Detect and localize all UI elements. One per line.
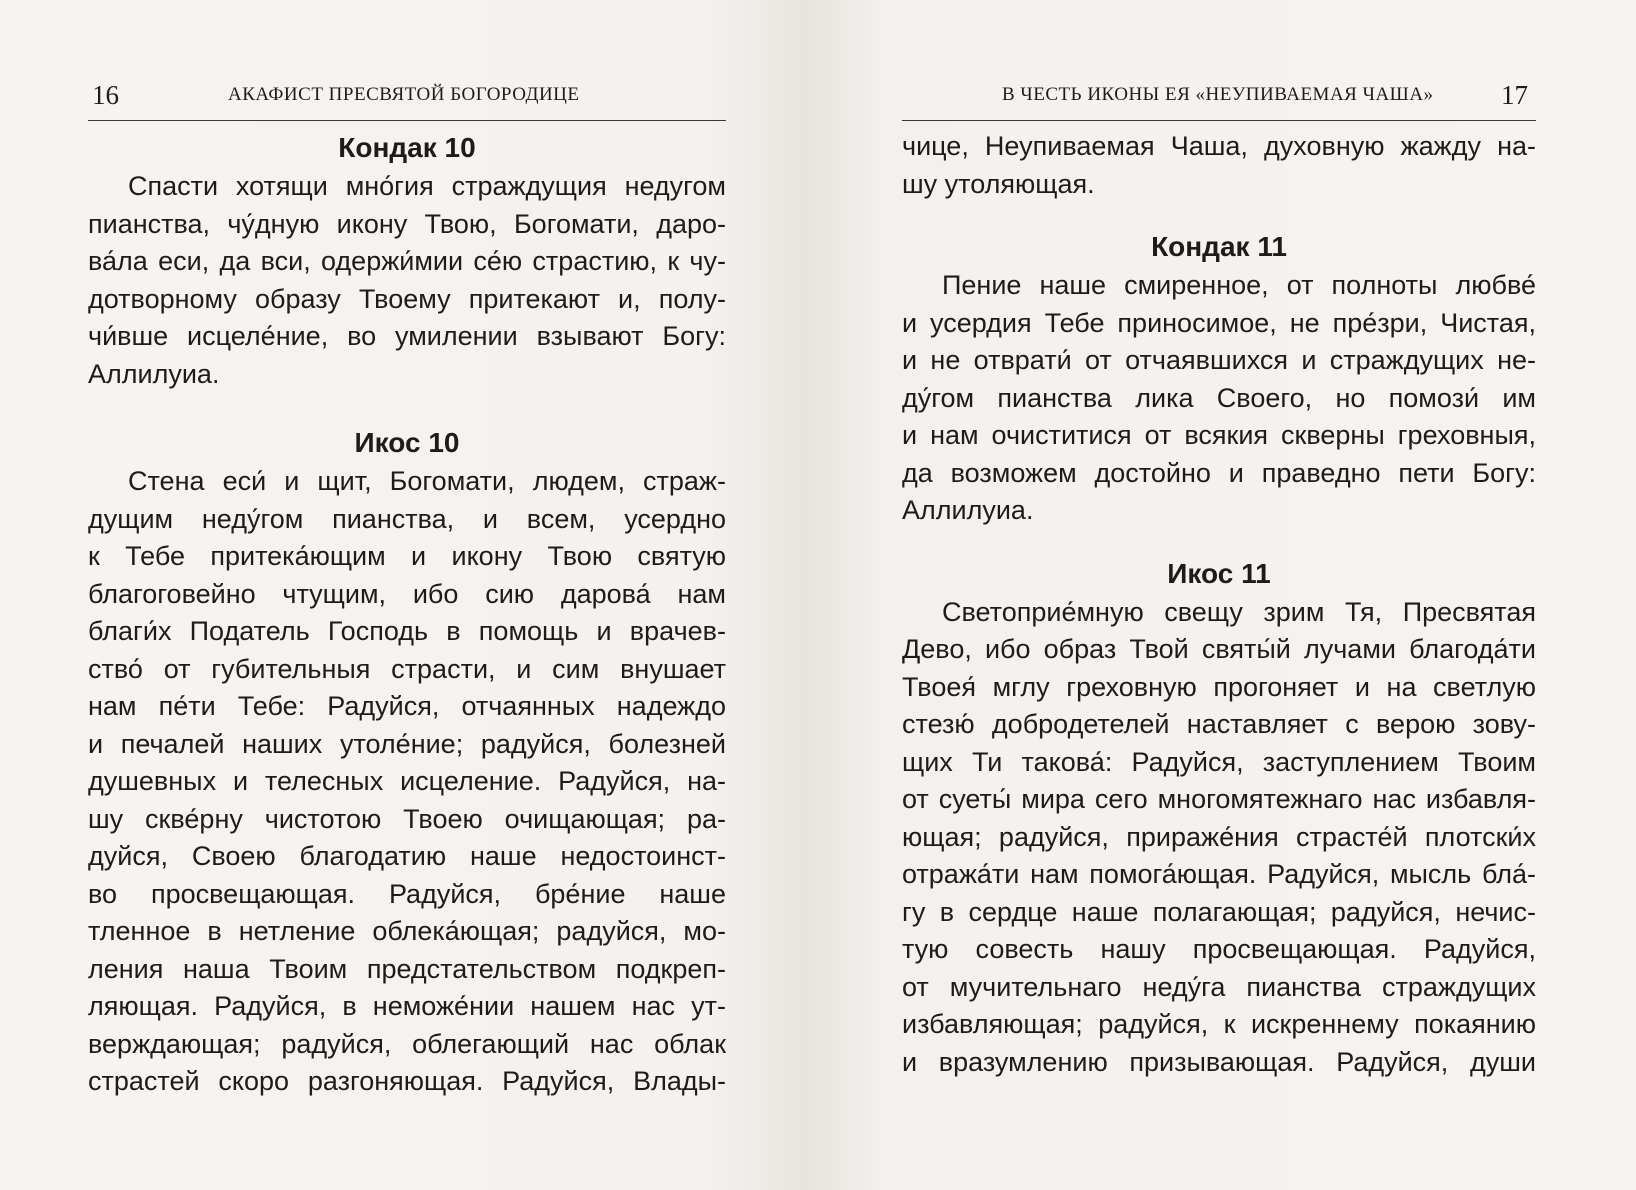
text-line: и печалей наших утоле́ние; радуйся, болезней xyxy=(88,728,726,759)
section-heading-kondak-11: Кондак 11 xyxy=(1151,231,1287,262)
text-line: ство́ от губительныя страсти, и сим внушает xyxy=(88,653,726,684)
text-line: избавляющая; радуйся, к искреннему покаянию xyxy=(902,1009,1536,1039)
text-line: тленное в нетление облека́ющая; радуйся, мо- xyxy=(88,916,726,946)
text-line: от суеты́ мира сего многомятежнаго нас избавля- xyxy=(902,784,1536,814)
text-line: и усердия Тебе приносимое, не пре́зри, Чистая, xyxy=(902,307,1536,338)
text-line: Стена еси́ и щит, Богомати, людем, страж- xyxy=(128,466,726,496)
text-line: шу утоляющая. xyxy=(902,168,1095,199)
text-line: дуйся, Своею благодатию наше недостоинст- xyxy=(88,841,726,871)
text-line: ления наша Твоим предстательством подкреп- xyxy=(88,953,726,984)
section-heading-ikos-10: Икос 10 xyxy=(354,427,460,458)
text-line: Спасти хотящи мно́гия страждущия недугом xyxy=(128,171,726,201)
text-line: тую совесть нашу просвещающая. Радуйся, xyxy=(902,934,1536,964)
text-line: да возможем достойно и праведно пети Богу: xyxy=(902,457,1536,488)
right-page-header xyxy=(902,80,1536,121)
left-page-header xyxy=(88,80,726,121)
text-line: чи́вше исцеле́ние, во умилении взывают Богу: xyxy=(88,321,726,351)
text-line: верждающая; радуйся, облегающий нас облак xyxy=(88,1028,726,1059)
text-line: шу скве́рну чистотою Твоею очищающая; ра- xyxy=(88,803,726,834)
text-line: ющая; радуйся, прираже́ния страсте́й плотски́х xyxy=(902,821,1536,852)
text-line: Дево, ибо образ Твой святы́й лучами благода́ти xyxy=(902,634,1536,664)
left-page xyxy=(0,0,800,1190)
left-page-number: 16 xyxy=(92,80,119,110)
right-page xyxy=(800,0,1636,1190)
text-line: благоговейно чтущим, ибо сию дарова́ нам xyxy=(88,578,726,609)
continuation-text xyxy=(902,128,1536,203)
text-line: Аллилуиа. xyxy=(902,495,1034,525)
ikos-11-text xyxy=(902,594,1536,1082)
kondak-11-text xyxy=(902,267,1536,530)
text-line: к Тебе притека́ющим и икону Твою святую xyxy=(88,541,726,571)
section-heading-kondak-10: Кондак 10 xyxy=(338,132,476,163)
right-page-number: 17 xyxy=(1501,80,1528,110)
section-heading-ikos-11: Икос 11 xyxy=(1167,557,1271,589)
text-line: дущим неду́гом пианства, и всем, усердно xyxy=(88,503,726,534)
text-line: страстей скоро разгоняющая. Радуйся, Влады- xyxy=(88,1066,726,1096)
text-line: ва́ла еси, да вси, одержи́мии се́ю страстию, к чу- xyxy=(88,246,726,276)
kondak-10-text xyxy=(88,168,726,393)
text-line: отража́ти нам помога́ющая. Радуйся, мысль бла́- xyxy=(902,859,1536,889)
text-line: во просвещающая. Радуйся, бре́ние наше xyxy=(88,878,726,909)
right-running-title: В ЧЕСТЬ ИКОНЫ ЕЯ «НЕУПИВАЕМАЯ ЧАША» xyxy=(1002,84,1434,105)
text-line: дотворному образу Твоему притекают и, полу- xyxy=(88,283,726,314)
text-line: от мучительнаго неду́га пианства страждущих xyxy=(902,971,1536,1002)
text-line: Светоприе́мную свещу зрим Тя, Пресвятая xyxy=(942,596,1536,627)
text-line: щих Ти такова́: Радуйся, заступлением Твоим xyxy=(902,746,1536,777)
text-line: стезю́ добродетелей наставляет с верою зову- xyxy=(902,709,1536,739)
text-line: Твоея́ мглу греховную прогоняет и на светлую xyxy=(902,671,1536,702)
text-line: пианства, чу́дную икону Твою, Богомати, даро- xyxy=(88,208,726,239)
text-line: ду́гом пианства лика Своего, но помози́ им xyxy=(902,382,1536,413)
text-line: душевных и телесных исцеление. Радуйся, на- xyxy=(88,766,726,796)
ikos-10-text xyxy=(88,463,726,1101)
text-line: и не отврати́ от отчаявшихся и страждущих не- xyxy=(902,345,1536,375)
text-line: и вразумлению призывающая. Радуйся, души xyxy=(902,1046,1536,1077)
left-running-title: АКАФИСТ ПРЕСВЯТОЙ БОГОРОДИЦЕ xyxy=(228,84,580,105)
text-line: ляющая. Радуйся, в неможе́нии нашем нас ут- xyxy=(88,991,726,1021)
text-line: Пение наше смиренное, от полноты любве́ xyxy=(942,270,1536,300)
text-line: Аллилуиа. xyxy=(88,358,220,389)
text-line: нам пе́ти Тебе: Радуйся, отчаянных надеждо xyxy=(88,691,726,721)
text-line: благи́х Податель Господь в помощь и врачев- xyxy=(88,616,726,646)
text-line: и нам очиститися от всякия скверны греховныя, xyxy=(902,420,1536,450)
left-page-body xyxy=(88,128,726,1101)
text-line: чице, Неупиваемая Чаша, духовную жажду на- xyxy=(902,131,1536,161)
text-line: гу в сердце наше полагающая; радуйся, нечис- xyxy=(902,896,1536,927)
right-page-body xyxy=(902,128,1536,1081)
